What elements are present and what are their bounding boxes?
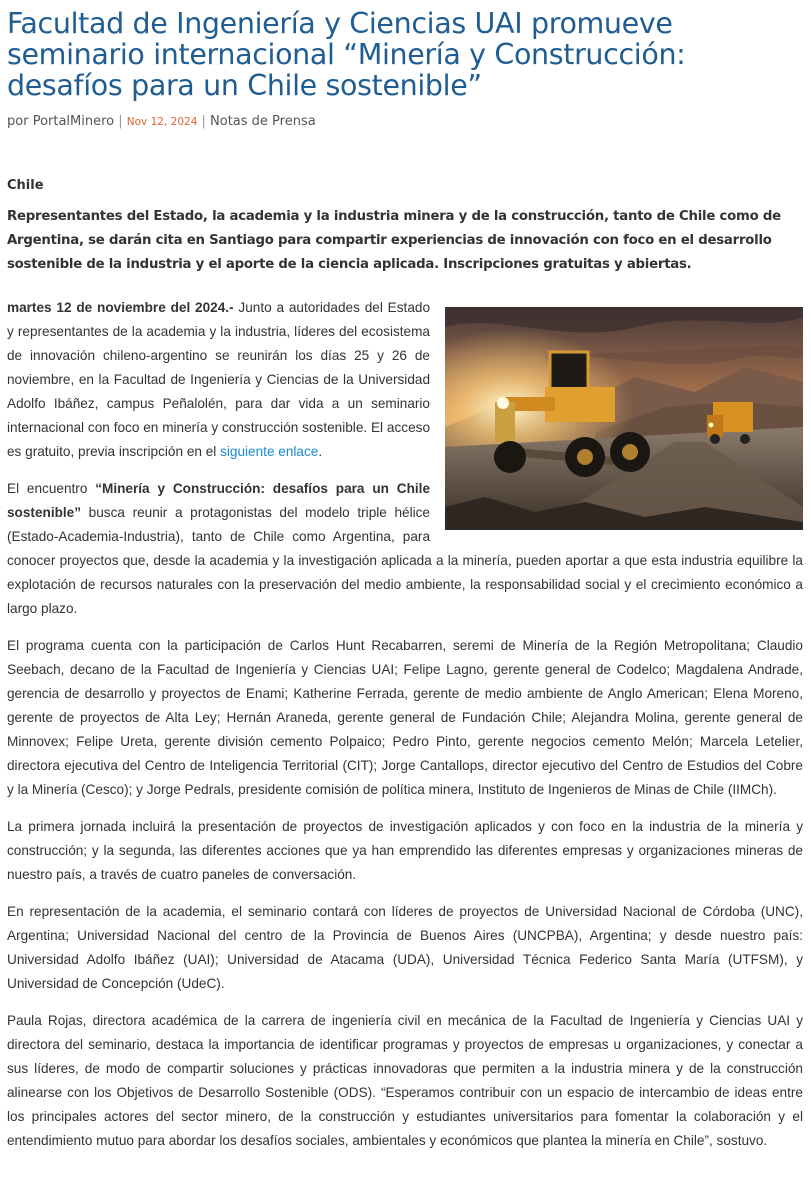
author-link[interactable]: PortalMinero	[32, 114, 115, 129]
paragraph-2-text: busca reunir a protagonistas del modelo triple hélice (Estado-Academia-Industria), tanto de Chile como Argentina, para conocer proyectos que, desde la academia y la investigación aplicada a la minería, pueden aportar a que esta industria equilibre la explotación de recursos naturales con la preservación del medio ambiente, la responsabilidad social y el crecimiento económico a largo plazo.	[7, 505, 803, 616]
article	[7, 8, 803, 1166]
post-date: Nov 12, 2024	[126, 116, 198, 128]
paragraph-5: En representación de la academia, el seminario contará con líderes de proyectos de Universidad Nacional de Córdoba (UNC), Argentina; Universidad Nacional del centro de la Provincia de Buenos Aires (UNCPBA), Argentina; y desde nuestro país: Universidad Adolfo Ibáñez (UAI); Universidad de Atacama (UDA), Universidad Técnica Federico Santa María (UTFSM), y Universidad de Concepción (UdeC).	[7, 904, 803, 991]
paragraph-1-end: .	[318, 444, 323, 459]
registration-link[interactable]: siguiente enlace	[220, 444, 319, 459]
paragraph-6: Paula Rojas, directora académica de la carrera de ingeniería civil en mecánica de la Facultad de Ingeniería y Ciencias UAI y directora del seminario, destaca la importancia de identificar programas y proyectos de empresas u organizaciones, y conectar a sus líderes, de modo de compartir soluciones y prácticas innovadoras que permiten a la industria minera y de la construcción alinearse con los Objetivos de Desarrollo Sostenible (ODS). “Esperamos contribuir con un espacio de intercambio de ideas entre los principales actores del sector minero, de la construcción y estudiantes universitarios para fomentar la colaboración y el entendimiento mutuo para abordar los desafíos sociales, ambientales y económicos que plantea la minería en Chile”, sostuvo.	[7, 1013, 803, 1148]
dateline: martes 12 de noviembre del 2024.-	[7, 300, 234, 315]
meta-separator: |	[197, 114, 211, 129]
mining-machinery-photo	[445, 307, 803, 530]
article-meta	[7, 114, 803, 132]
category-link[interactable]: Notas de Prensa	[210, 114, 316, 129]
article-title: Facultad de Ingeniería y Ciencias UAI promueve seminario internacional “Minería y Construcción: desafíos para un Chile sostenible”	[7, 7, 686, 102]
paragraph-4: La primera jornada incluirá la presentación de proyectos de investigación aplicados y con foco en la industria de la minería y construcción; y la segunda, las diferentes acciones que ya han emprendido las diferentes empresas y organizaciones mineras de nuestro país, a través de cuatro paneles de conversación.	[7, 819, 803, 882]
by-prefix: por	[7, 114, 33, 129]
paragraph-2-start: El encuentro	[7, 481, 96, 496]
photo-illustration	[445, 307, 803, 530]
paragraph-3: El programa cuenta con la participación de Carlos Hunt Recabarren, seremi de Minería de la Región Metropolitana; Claudio Seebach, decano de la Facultad de Ingeniería y Ciencias UAI; Felipe Lagno, gerente general de Codelco; Magdalena Andrade, gerencia de desarrollo y proyectos de Enami; Katherine Ferrada, gerente de medio ambiente de Anglo American; Elena Moreno, gerente de proyectos de Alta Ley; Hernán Araneda, gerente general de Fundación Chile; Alejandra Molina, gerente general de Minnovex; Felipe Ureta, gerente división cemento Polpaico; Pedro Pinto, gerente negocios cemento Melón; Marcela Letelier, directora ejecutiva del Centro de Inteligencia Territorial (CIT); Jorge Cantallops, director ejecutivo del Centro de Estudios del Cobre y la Minería (Cesco); y Jorge Pedrals, presidente comisión de política minera, Instituto de Ingenieros de Minas de Chile (IIMCh).	[7, 638, 803, 797]
meta-separator: |	[114, 114, 127, 129]
article-lead: Representantes del Estado, la academia y la industria minera y de la construcción, tanto de Chile como de Argentina, se darán cita en Santiago para compartir experiencias de innovación con foco en el desarrollo sostenible de la industria y el aporte de la ciencia aplicada. Inscripciones gratuitas y abiertas.	[7, 209, 781, 272]
event-name: “Minería y Construcción: desafíos para un Chile sostenible”	[7, 481, 430, 520]
article-body	[7, 296, 803, 1153]
region-label: Chile	[7, 178, 44, 193]
paragraph-1-text: Junto a autoridades del Estado y representantes de la academia y la industria, líderes del ecosistema de innovación chileno-argentino se reunirán los días 25 y 26 de noviembre, en la Facultad de Ingeniería y Ciencias de la Universidad Adolfo Ibáñez, campus Peñalolén, para dar vida a un seminario internacional con foco en minería y construcción sostenible. El acceso es gratuito, previa inscripción en el	[7, 300, 430, 459]
